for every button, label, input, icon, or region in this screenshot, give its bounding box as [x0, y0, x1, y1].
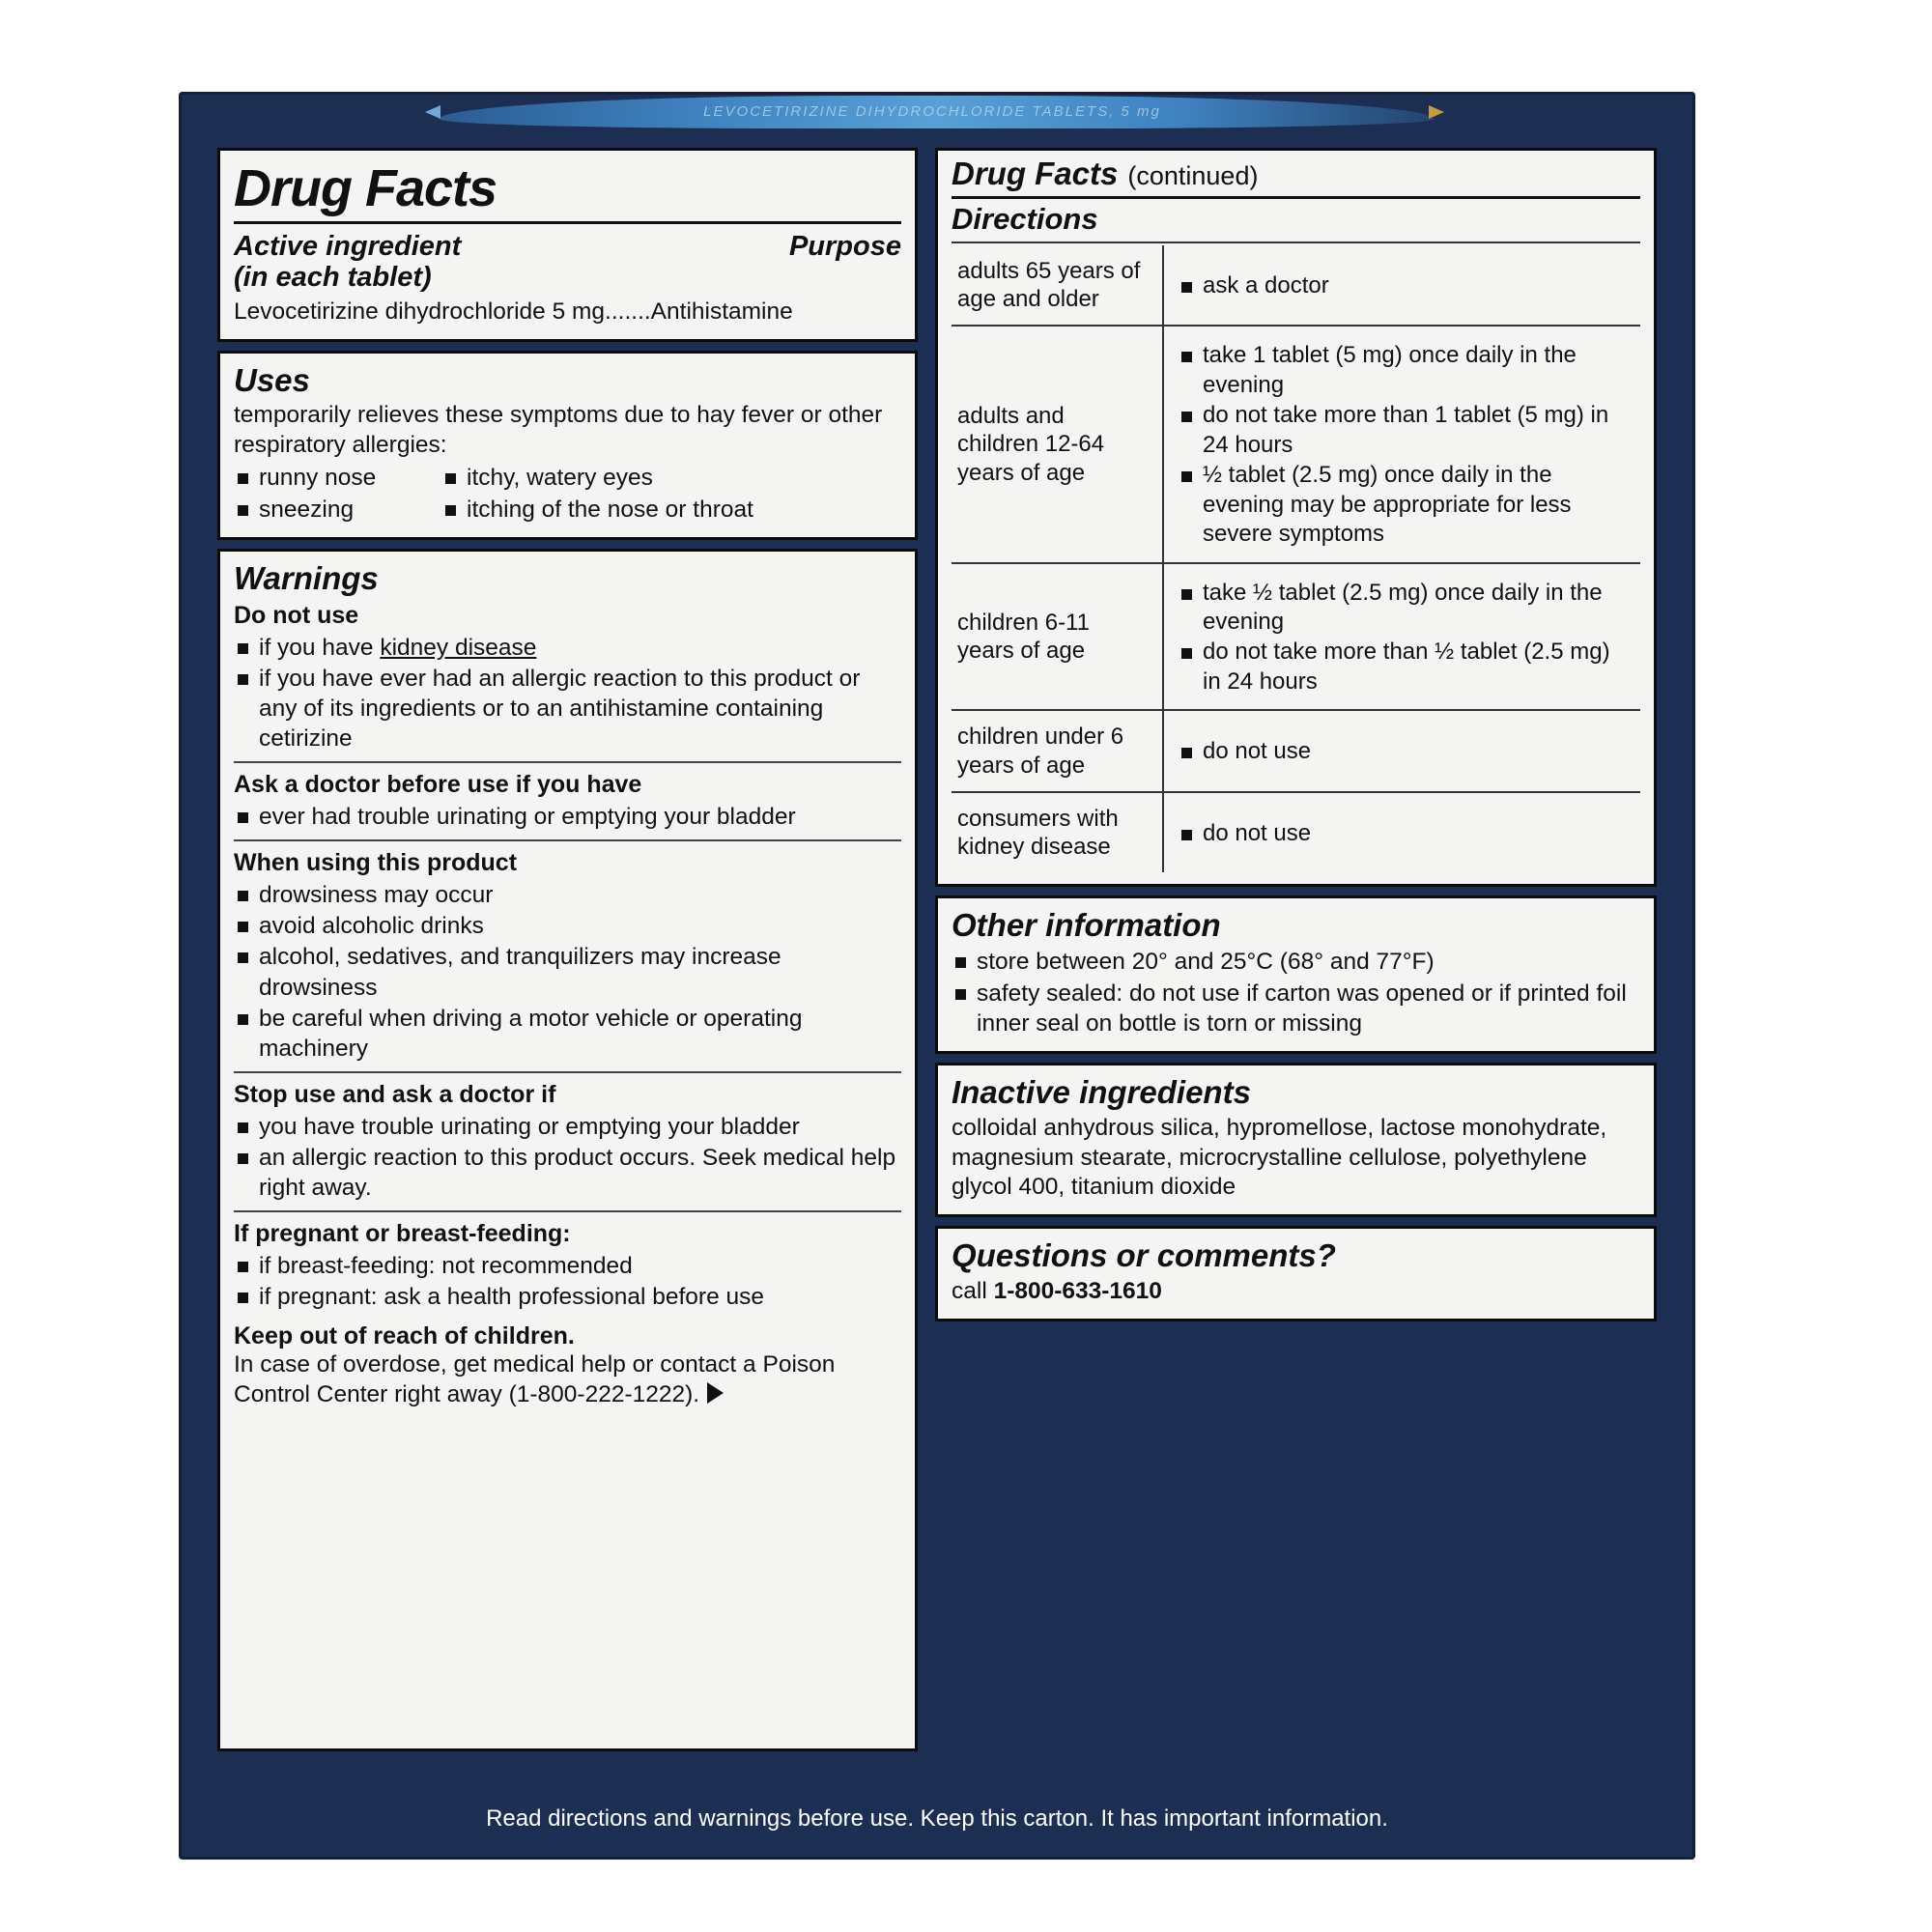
- table-row: [952, 563, 1640, 711]
- directions-box: [935, 148, 1657, 887]
- list-item: alcohol, sedatives, and tranquilizers may increase drowsiness: [234, 942, 901, 1002]
- age-group-cell: consumers with kidney disease: [952, 792, 1163, 873]
- top-strip-text: LEVOCETIRIZINE DIHYDROCHLORIDE TABLETS, 5 mg: [703, 103, 1161, 120]
- list-item: itchy, watery eyes: [441, 463, 753, 493]
- drug-facts-continued-title: Drug Facts: [952, 156, 1119, 191]
- do-not-use-heading: Do not use: [234, 601, 359, 629]
- dosage-list: [1178, 737, 1633, 766]
- dosage-cell: [1163, 710, 1640, 792]
- drug-facts-header-box: [217, 148, 918, 342]
- uses-heading: Uses: [234, 361, 310, 398]
- divider: [952, 196, 1640, 199]
- list-item: ever had trouble urinating or emptying your bladder: [234, 802, 901, 832]
- list-item: do not take more than 1 tablet (5 mg) in 24 hours: [1178, 401, 1633, 460]
- warnings-box: [217, 549, 918, 1751]
- table-row: [952, 792, 1640, 873]
- list-item: drowsiness may occur: [234, 880, 901, 910]
- questions-box: [935, 1226, 1657, 1321]
- list-item: an allergic reaction to this product occurs. Seek medical help right away.: [234, 1143, 901, 1203]
- dosage-list: [1178, 341, 1633, 549]
- arrow-left-icon: [425, 105, 440, 119]
- keep-out-of-reach-heading: Keep out of reach of children.: [234, 1322, 575, 1350]
- list-item: take ½ tablet (2.5 mg) once daily in the evening: [1178, 579, 1633, 638]
- ask-doctor-heading: Ask a doctor before use if you have: [234, 771, 642, 799]
- inactive-ingredients-text: colloidal anhydrous silica, hypromellose, lactose monohydrate, magnesium stearate, microcrystalline cellulose, polyethylene glycol 400, titanium dioxide: [952, 1114, 1607, 1201]
- table-row: [952, 326, 1640, 562]
- drug-facts-continued-suffix: (continued): [1127, 161, 1259, 190]
- inactive-ingredients-box: [935, 1063, 1657, 1218]
- overdose-text: [234, 1350, 901, 1410]
- divider: [952, 242, 1640, 243]
- carton-footer-note: Read directions and warnings before use. Keep this carton. It has important information.: [486, 1805, 1388, 1832]
- warnings-heading: Warnings: [234, 559, 379, 596]
- list-item: if you have ever had an allergic reaction to this product or any of its ingredients or to an antihistamine containing cetirizine: [234, 664, 901, 753]
- uses-box: [217, 351, 918, 540]
- medicine-carton: [179, 92, 1695, 1860]
- list-item: do not use: [1178, 737, 1633, 766]
- ask-doctor-list: [234, 802, 901, 832]
- left-column: [217, 148, 918, 1751]
- continue-arrow-icon: [707, 1382, 724, 1404]
- call-label: call: [952, 1278, 987, 1305]
- list-item: itching of the nose or throat: [441, 495, 753, 525]
- list-item: take 1 tablet (5 mg) once daily in the evening: [1178, 341, 1633, 400]
- uses-bullet-columns: [234, 460, 901, 525]
- dosage-list: [1178, 579, 1633, 697]
- uses-list-column1: [234, 463, 432, 525]
- pregnancy-heading: If pregnant or breast-feeding:: [234, 1220, 571, 1248]
- list-item: do not use: [1178, 819, 1633, 848]
- drug-facts-title: Drug Facts: [234, 159, 497, 217]
- divider: [234, 839, 901, 841]
- list-item: if you have kidney disease: [234, 633, 901, 663]
- dosage-cell: [1163, 245, 1640, 327]
- kidney-disease-underline: kidney disease: [380, 634, 537, 661]
- inactive-ingredients-heading: Inactive ingredients: [952, 1073, 1251, 1110]
- list-item: ½ tablet (2.5 mg) once daily in the evening may be appropriate for less severe symptoms: [1178, 461, 1633, 549]
- stop-use-list: [234, 1112, 901, 1203]
- age-group-cell: adults 65 years of age and older: [952, 245, 1163, 327]
- list-item: if pregnant: ask a health professional before use: [234, 1282, 901, 1312]
- active-ingredient-heading-line1: Active ingredient: [234, 231, 462, 262]
- list-item: safety sealed: do not use if carton was opened or if printed foil inner seal on bottle is torn or missing: [952, 979, 1640, 1038]
- dosage-list: [1178, 271, 1633, 300]
- uses-list-column2: [441, 463, 753, 525]
- arrow-right-icon: [1429, 105, 1444, 119]
- divider: [234, 221, 901, 224]
- other-information-heading: Other information: [952, 907, 1221, 944]
- dosage-cell: [1163, 792, 1640, 873]
- active-ingredient-heading-line2: (in each tablet): [234, 262, 432, 294]
- drug-facts-panels: [217, 148, 1657, 1751]
- divider: [234, 761, 901, 763]
- other-information-box: [935, 895, 1657, 1053]
- list-item: store between 20° and 25°C (68° and 77°F): [952, 947, 1640, 977]
- uses-intro: temporarily relieves these symptoms due to hay fever or other respiratory allergies:: [234, 401, 883, 458]
- active-ingredient-heading: [234, 231, 461, 294]
- age-group-cell: adults and children 12-64 years of age: [952, 326, 1163, 562]
- list-item: runny nose: [234, 463, 432, 493]
- list-item: do not take more than ½ tablet (2.5 mg) in 24 hours: [1178, 638, 1633, 696]
- phone-number[interactable]: 1-800-633-1610: [993, 1278, 1162, 1305]
- divider: [234, 1210, 901, 1212]
- table-row: [952, 245, 1640, 327]
- divider: [234, 1071, 901, 1073]
- dosage-list: [1178, 819, 1633, 848]
- list-item: if breast-feeding: not recommended: [234, 1251, 901, 1281]
- age-group-cell: children 6-11 years of age: [952, 563, 1163, 711]
- active-ingredient-text: Levocetirizine dihydrochloride 5 mg.......Antihistamine: [234, 298, 793, 325]
- purpose-heading: Purpose: [788, 231, 901, 262]
- questions-call-line: [952, 1277, 1640, 1307]
- list-item: you have trouble urinating or emptying your bladder: [234, 1112, 901, 1142]
- when-using-list: [234, 880, 901, 1064]
- overdose-text-value: In case of overdose, get medical help or contact a Poison Control Center right away (1-800-222-1222).: [234, 1351, 836, 1408]
- questions-heading: Questions or comments?: [952, 1237, 1336, 1274]
- do-not-use-list: [234, 633, 901, 753]
- directions-heading: Directions: [952, 202, 1098, 237]
- stop-use-heading: Stop use and ask a doctor if: [234, 1080, 556, 1108]
- list-item: avoid alcoholic drinks: [234, 911, 901, 941]
- right-column: [935, 148, 1657, 1751]
- list-item: be careful when driving a motor vehicle or operating machinery: [234, 1004, 901, 1064]
- when-using-heading: When using this product: [234, 849, 518, 877]
- other-information-list: [952, 947, 1640, 1037]
- carton-top-strip: [179, 92, 1695, 132]
- list-item: sneezing: [234, 495, 432, 525]
- list-item: ask a doctor: [1178, 271, 1633, 300]
- age-group-cell: children under 6 years of age: [952, 710, 1163, 792]
- table-row: [952, 710, 1640, 792]
- directions-table: [952, 245, 1640, 873]
- dosage-cell: [1163, 563, 1640, 711]
- dosage-cell: [1163, 326, 1640, 562]
- pregnancy-list: [234, 1251, 901, 1312]
